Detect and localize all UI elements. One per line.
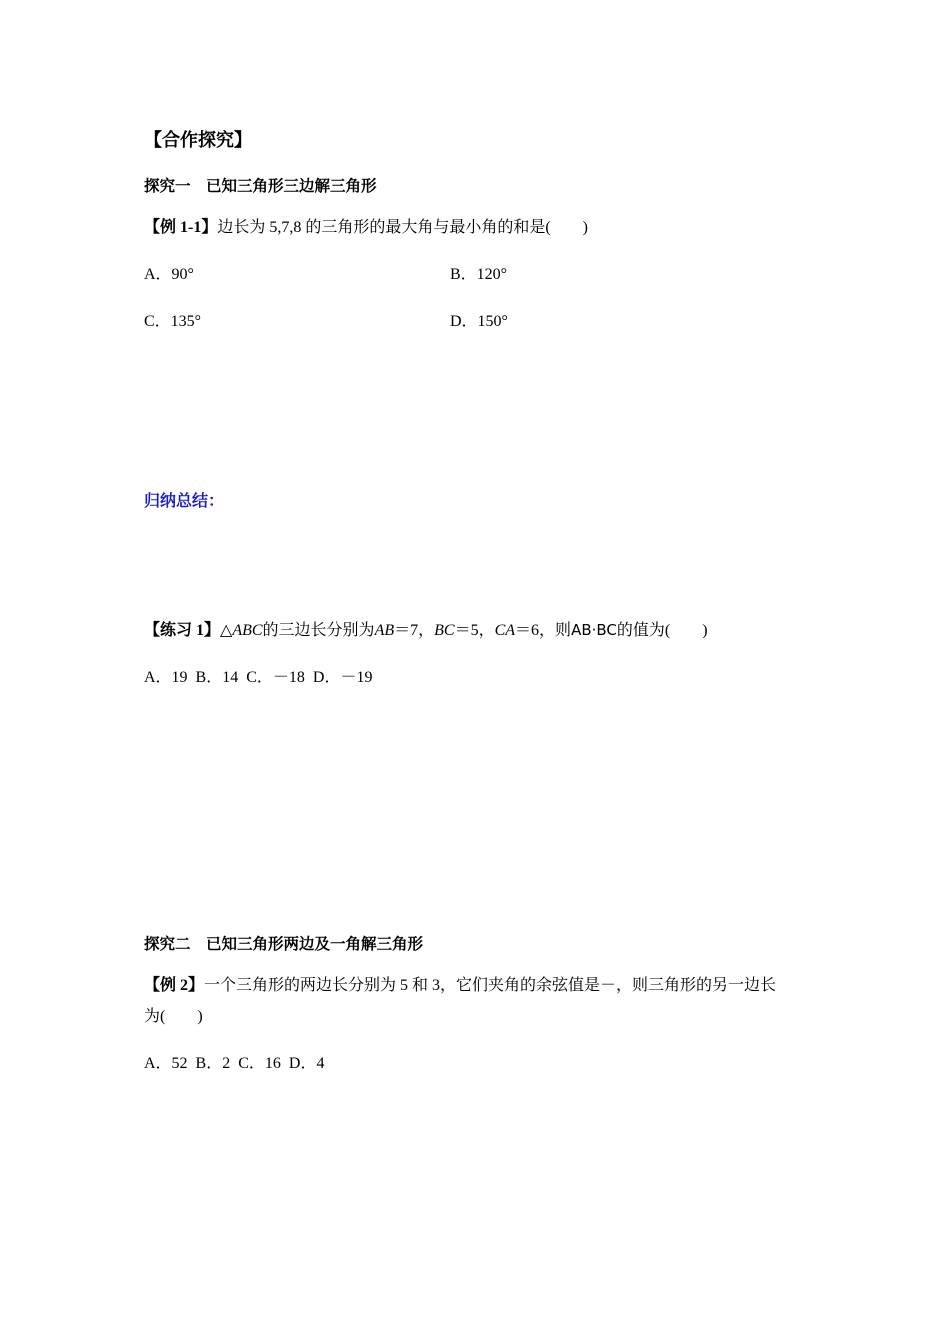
practice-text-1: 的三边长分别为 — [262, 622, 375, 639]
option-d: D．150° — [450, 313, 508, 330]
side-ab-value: ＝7， — [394, 622, 435, 639]
example-1-1 — [144, 214, 588, 237]
summary-label: 归纳总结： — [144, 493, 225, 510]
explore-one-title: 探究一 已知三角形三边解三角形 — [144, 178, 377, 195]
triangle-symbol: △ — [220, 622, 233, 639]
triangle-name: ABC — [232, 622, 263, 639]
example-2-line-2: 为( ) — [144, 1008, 203, 1025]
explore-two-title: 探究二 已知三角形两边及一角解三角形 — [144, 936, 424, 953]
option-c: C．135° — [144, 313, 202, 330]
side-ab: AB — [374, 622, 395, 639]
side-bc-value: ＝5， — [454, 622, 495, 639]
option-a: A．90° — [144, 266, 194, 283]
option-b: B．120° — [450, 266, 508, 283]
example-question: 边长为 5,7,8 的三角形的最大角与最小角的和是( ) — [217, 219, 589, 236]
side-ca-value: ＝6，则 — [515, 622, 572, 639]
example-tag: 【例 1-1】 — [144, 219, 218, 236]
example-2-tag: 【例 2】 — [144, 977, 205, 994]
side-ca: CA — [494, 622, 516, 639]
section-title: 【合作探究】 — [144, 130, 252, 150]
example-2-options: A．52 B．2 C．16 D．4 — [144, 1055, 325, 1072]
example-2-line-1: 一个三角形的两边长分别为 5 和 3，它们夹角的余弦值是－，则三角形的另一边长 — [204, 977, 777, 994]
practice-text-2: 的值为( ) — [616, 622, 708, 639]
side-bc: BC — [434, 622, 455, 639]
practice-1 — [144, 617, 708, 640]
vector-expression: AB·BC — [571, 621, 617, 639]
example-2 — [144, 972, 776, 995]
practice-options: A．19 B．14 C．－18 D．－19 — [144, 669, 373, 686]
practice-tag: 【练习 1】 — [144, 622, 221, 639]
